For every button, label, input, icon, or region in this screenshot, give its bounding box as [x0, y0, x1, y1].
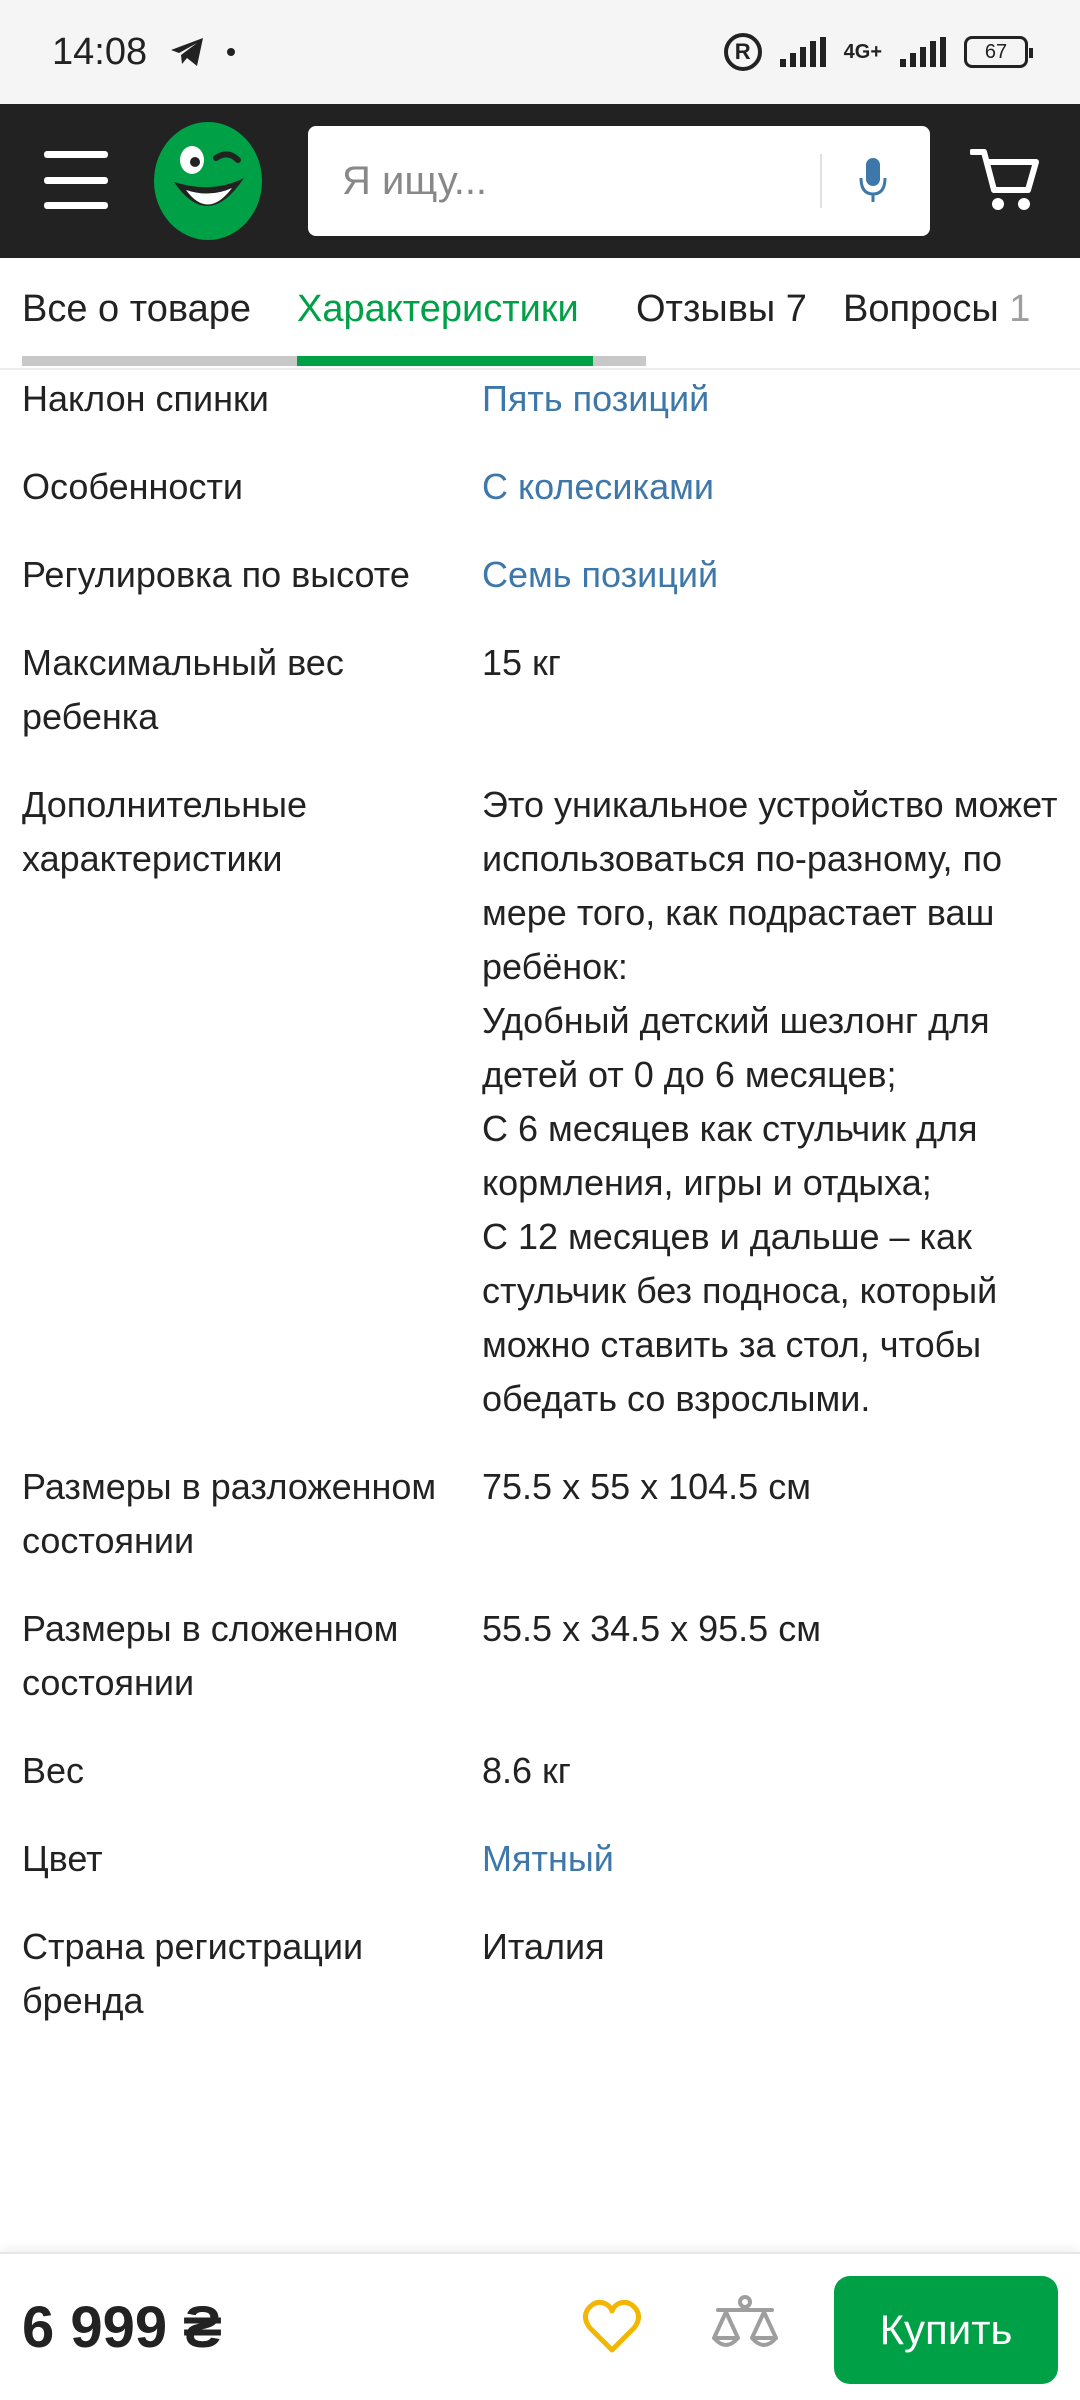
spec-label: Вес [22, 1750, 85, 1791]
tab-reviews[interactable]: Отзывы 7 [636, 288, 807, 330]
spec-row-max-weight [0, 636, 1080, 744]
signal-icon [780, 37, 826, 67]
spec-row-height-adjust [0, 548, 1080, 602]
spec-label: Размеры в сложенном состоянии [22, 1608, 399, 1703]
spec-value: 55.5 x 34.5 x 95.5 см [482, 1608, 821, 1649]
tab-questions[interactable] [843, 288, 1030, 331]
spec-value: 15 кг [482, 642, 561, 683]
spec-row-features [0, 460, 1080, 514]
bottom-purchase-bar [0, 2252, 1080, 2400]
spec-row-size-unfolded [0, 1460, 1080, 1568]
spec-label: Особенности [22, 466, 244, 507]
spec-label: Размеры в разложенном состоянии [22, 1466, 437, 1561]
characteristics-list [0, 372, 1080, 2252]
spec-value-link[interactable]: Мятный [482, 1838, 614, 1879]
status-time: 14:08 [52, 30, 148, 73]
menu-icon[interactable] [44, 151, 108, 209]
spec-row-color [0, 1832, 1080, 1886]
spec-row-size-folded [0, 1602, 1080, 1710]
spec-value-link[interactable]: С колесиками [482, 466, 714, 507]
registered-icon: R [724, 33, 762, 71]
spec-value: 75.5 x 55 x 104.5 см [482, 1466, 811, 1507]
status-bar [0, 0, 1080, 104]
notification-dot-icon [227, 48, 235, 56]
logo-smiley-icon[interactable] [152, 120, 264, 242]
network-type: 4G+ [843, 41, 882, 63]
status-left [52, 31, 235, 74]
signal-icon-2 [900, 37, 946, 67]
spec-row-backrest [0, 372, 1080, 426]
search-box[interactable] [308, 126, 930, 236]
tab-all-about-product[interactable]: Все о товаре [22, 288, 252, 330]
spec-value: Италия [482, 1926, 605, 1967]
spec-value: 8.6 кг [482, 1750, 571, 1791]
spec-row-weight [0, 1744, 1080, 1798]
product-tabs [0, 258, 1080, 370]
product-price: 6 999 ₴ [22, 2295, 222, 2360]
telegram-icon [169, 36, 205, 68]
tab-questions-count: 1 [1009, 288, 1031, 330]
cart-icon[interactable] [970, 146, 1040, 214]
tab-characteristics[interactable]: Характеристики [297, 288, 579, 330]
spec-label: Дополнительные характеристики [22, 784, 307, 879]
battery-level: 67 [984, 40, 1008, 63]
spec-row-additional [0, 778, 1080, 1426]
spec-label: Максимальный вес ребенка [22, 642, 344, 737]
spec-value-link[interactable]: Пять позиций [482, 378, 710, 419]
search-divider [820, 154, 822, 208]
app-header [0, 104, 1080, 258]
spec-label: Страна регистрации бренда [22, 1926, 364, 2021]
active-tab-indicator [297, 356, 593, 366]
spec-row-brand-country [0, 1920, 1080, 2028]
heart-icon[interactable] [582, 2298, 642, 2354]
search-input[interactable] [340, 158, 810, 205]
spec-value: Это уникальное устройство может использоваться по-разному, по мере того, как подрастает ваш ребёнок: Удобный детский шезлонг для детей от 0 до 6 месяцев; С 6 месяцев как стульчик для кормления, игры и отдыха; С 12 месяцев и дальше – как стульчик без подноса, который можно ставить за стол, чтобы обедать со взрослыми. [482, 784, 1058, 1419]
spec-label: Регулировка по высоте [22, 554, 410, 595]
spec-value-link[interactable]: Семь позиций [482, 554, 719, 595]
spec-label: Наклон спинки [22, 378, 269, 419]
tab-questions-label: Вопросы [843, 288, 1010, 330]
compare-scales-icon[interactable] [710, 2294, 780, 2358]
spec-label: Цвет [22, 1838, 103, 1879]
microphone-icon[interactable] [856, 156, 890, 206]
buy-button[interactable]: Купить [834, 2276, 1058, 2384]
battery-icon [964, 36, 1028, 68]
status-right [724, 33, 1028, 71]
